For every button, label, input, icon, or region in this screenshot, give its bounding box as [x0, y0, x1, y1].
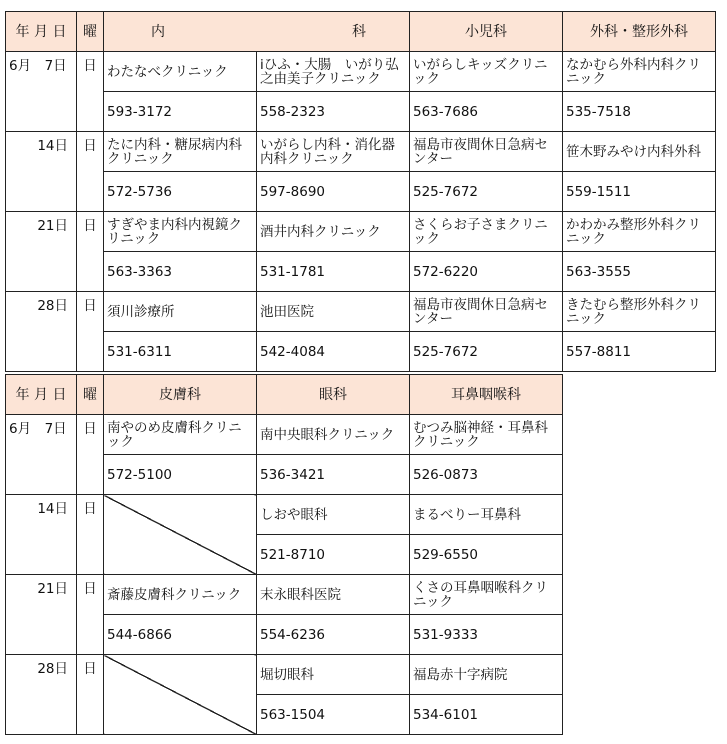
header-internal-a: 内: [151, 23, 165, 40]
clinic-name: きたむら整形外科クリニック: [563, 292, 716, 332]
clinic-phone: 526-0873: [410, 455, 563, 495]
clinic-phone: 558-2323: [257, 92, 410, 132]
date-cell: 6月 7日: [6, 52, 77, 132]
date-cell: 28日: [6, 655, 77, 735]
clinic-phone: 572-5736: [104, 172, 257, 212]
table-row: [6, 212, 716, 252]
clinic-phone: 531-1781: [257, 252, 410, 292]
table-row: [6, 332, 716, 372]
clinic-name: いがらし内科・消化器内科クリニック: [257, 132, 410, 172]
clinic-name: たに内科・糖尿病内科クリニック: [104, 132, 257, 172]
table-row: [6, 495, 563, 535]
clinic-phone: 542-4084: [257, 332, 410, 372]
header-date: 年 月 日: [6, 375, 77, 415]
day-of-week-cell: 日: [77, 212, 104, 292]
clinic-name: まるべりー耳鼻科: [410, 495, 563, 535]
clinic-phone: 521-8710: [257, 535, 410, 575]
clinic-phone: 559-1511: [563, 172, 716, 212]
clinic-phone: 563-7686: [410, 92, 563, 132]
clinic-name: 須川診療所: [104, 292, 257, 332]
clinic-name: くさの耳鼻咽喉科クリニック: [410, 575, 563, 615]
clinic-phone: 535-7518: [563, 92, 716, 132]
clinic-phone: 572-5100: [104, 455, 257, 495]
clinic-phone: 572-6220: [410, 252, 563, 292]
clinic-phone: 593-3172: [104, 92, 257, 132]
clinic-phone: 534-6101: [410, 695, 563, 735]
header-dermatology: 皮膚科: [104, 375, 257, 415]
header-pediatrics: 小児科: [410, 12, 563, 52]
table-body: [6, 52, 716, 372]
date-cell: 21日: [6, 575, 77, 655]
table-body: [6, 415, 563, 735]
clinic-phone: 531-6311: [104, 332, 257, 372]
clinic-name: 末永眼科医院: [257, 575, 410, 615]
header-internal-medicine: [104, 12, 410, 52]
header-ophthalmology: 眼科: [257, 375, 410, 415]
clinic-phone: 536-3421: [257, 455, 410, 495]
day-of-week-cell: 日: [77, 292, 104, 372]
date-cell: 21日: [6, 212, 77, 292]
clinic-name: すぎやま内科内視鏡クリニック: [104, 212, 257, 252]
day-of-week-cell: 日: [77, 575, 104, 655]
clinic-name: むつみ脳神経・耳鼻科クリニック: [410, 415, 563, 455]
clinic-phone: 525-7672: [410, 332, 563, 372]
clinic-name: 南中央眼科クリニック: [257, 415, 410, 455]
day-of-week-cell: 日: [77, 495, 104, 575]
day-of-week-cell: 日: [77, 655, 104, 735]
clinic-phone: 563-3555: [563, 252, 716, 292]
schedule-table-specialty: [5, 374, 563, 735]
clinic-phone: 525-7672: [410, 172, 563, 212]
header-date: 年 月 日: [6, 12, 77, 52]
header-internal-b: 科: [352, 23, 366, 40]
schedule-table-internal: [5, 11, 716, 372]
clinic-phone: 557-8811: [563, 332, 716, 372]
clinic-name: なかむら外科内科クリニック: [563, 52, 716, 92]
header-dow: 曜: [77, 375, 104, 415]
table-row: [6, 252, 716, 292]
clinic-name: 斎藤皮膚科クリニック: [104, 575, 257, 615]
clinic-name: 堀切眼科: [257, 655, 410, 695]
empty-slot-cell: [104, 495, 257, 575]
table-row: [6, 172, 716, 212]
clinic-phone: 529-6550: [410, 535, 563, 575]
day-of-week-cell: 日: [77, 415, 104, 495]
day-of-week-cell: 日: [77, 52, 104, 132]
clinic-phone: 554-6236: [257, 615, 410, 655]
date-cell: 14日: [6, 495, 77, 575]
clinic-phone: 563-3363: [104, 252, 257, 292]
clinic-name: いがらしキッズクリニック: [410, 52, 563, 92]
clinic-name: 福島市夜間休日急病センター: [410, 292, 563, 332]
clinic-name: 福島赤十字病院: [410, 655, 563, 695]
clinic-name: 笹木野みやけ内科外科: [563, 132, 716, 172]
clinic-phone: 563-1504: [257, 695, 410, 735]
header-ent: 耳鼻咽喉科: [410, 375, 563, 415]
clinic-phone: 544-6866: [104, 615, 257, 655]
header-surgery: 外科・整形外科: [563, 12, 716, 52]
table-row: [6, 575, 563, 615]
clinic-name: しおや眼科: [257, 495, 410, 535]
date-cell: 6月 7日: [6, 415, 77, 495]
clinic-phone: 531-9333: [410, 615, 563, 655]
clinic-name: 福島市夜間休日急病センター: [410, 132, 563, 172]
date-cell: 14日: [6, 132, 77, 212]
clinic-name: iひふ・大腸 いがり弘之由美子クリニック: [257, 52, 410, 92]
clinic-name: わたなべクリニック: [104, 52, 257, 92]
empty-slot-cell: [104, 655, 257, 735]
clinic-phone: 597-8690: [257, 172, 410, 212]
table-row: [6, 655, 563, 695]
table-row: [6, 292, 716, 332]
day-of-week-cell: 日: [77, 132, 104, 212]
table-row: [6, 52, 716, 92]
clinic-name: 池田医院: [257, 292, 410, 332]
clinic-name: さくらお子さまクリニック: [410, 212, 563, 252]
clinic-name: 南やのめ皮膚科クリニック: [104, 415, 257, 455]
table-row: [6, 92, 716, 132]
table-row: [6, 132, 716, 172]
clinic-name: 酒井内科クリニック: [257, 212, 410, 252]
table-row: [6, 415, 563, 455]
clinic-name: かわかみ整形外科クリニック: [563, 212, 716, 252]
date-cell: 28日: [6, 292, 77, 372]
header-dow: 曜: [77, 12, 104, 52]
